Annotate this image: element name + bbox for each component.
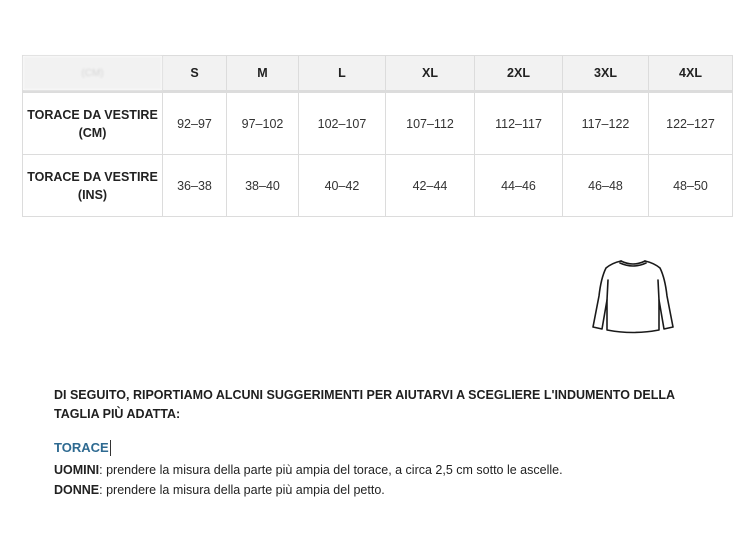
size-header-row (23, 56, 733, 92)
women-text: : prendere la misura della parte più ampia del petto. (99, 483, 385, 497)
women-label: DONNE (54, 483, 100, 497)
table-cell: 117–122 (563, 92, 649, 155)
size-chart-table (22, 55, 733, 217)
table-cell: 107–112 (386, 92, 475, 155)
tips-intro (54, 386, 694, 424)
size-header-m: M (227, 56, 299, 92)
size-header-s: S (163, 56, 227, 92)
men-text: : prendere la misura della parte più ampia del torace, a circa 2,5 cm sotto le ascelle. (99, 463, 563, 477)
row-label-text: TORACE DA VESTIRE (27, 107, 158, 122)
row-label-chest-ins (23, 155, 163, 217)
men-tip (54, 460, 694, 480)
table-cell: 102–107 (299, 92, 386, 155)
table-cell: 42–44 (386, 155, 475, 217)
table-cell: 46–48 (563, 155, 649, 217)
chest-section-heading: TORACE (54, 440, 109, 455)
row-label-unit: (CM) (78, 125, 107, 140)
table-cell: 44–46 (475, 155, 563, 217)
table-cell: 112–117 (475, 92, 563, 155)
table-cell: 38–40 (227, 155, 299, 217)
table-row (23, 155, 733, 217)
women-tip (54, 480, 694, 500)
size-header-xl: XL (386, 56, 475, 92)
size-guide-tips (54, 386, 694, 500)
row-label-chest-cm (23, 92, 163, 155)
table-cell: 36–38 (163, 155, 227, 217)
tips-intro-line1: DI SEGUITO, RIPORTIAMO ALCUNI SUGGERIMENTI PER AIUTARVI A SCEGLIERE L'INDUMENTO DELLA (54, 388, 676, 402)
long-sleeve-shirt-icon (590, 256, 676, 336)
size-header-4xl: 4XL (649, 56, 733, 92)
table-cell: 92–97 (163, 92, 227, 155)
table-cell: 122–127 (649, 92, 733, 155)
row-label-text: TORACE DA VESTIRE (27, 169, 158, 184)
table-cell: 48–50 (649, 155, 733, 217)
table-cell: 97–102 (227, 92, 299, 155)
table-row (23, 92, 733, 155)
row-label-unit: (INS) (77, 187, 108, 202)
size-header-l: L (299, 56, 386, 92)
men-label: UOMINI (54, 463, 100, 477)
corner-header-cell: (CM) (23, 56, 163, 92)
size-header-2xl: 2XL (475, 56, 563, 92)
tips-intro-line2: TAGLIA PIÙ ADATTA: (54, 407, 181, 421)
table-cell: 40–42 (299, 155, 386, 217)
size-header-3xl: 3XL (563, 56, 649, 92)
